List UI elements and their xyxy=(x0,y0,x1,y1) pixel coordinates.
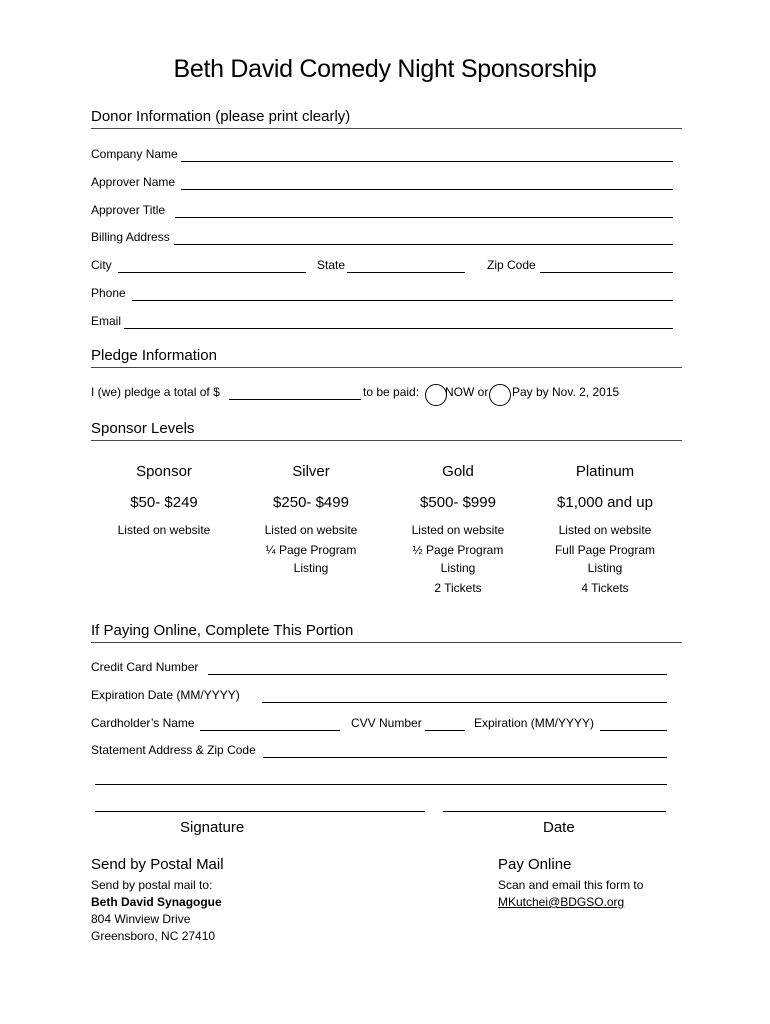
level-name: Gold xyxy=(442,463,474,480)
to-be-paid-label: to be paid: xyxy=(363,385,420,399)
signature-field[interactable] xyxy=(95,811,425,812)
company-name-field[interactable] xyxy=(181,161,673,162)
expiration-short-label: Expiration (MM/YYYY) xyxy=(474,716,595,730)
level-sponsor xyxy=(89,463,239,539)
sponsor-levels-divider xyxy=(91,440,682,441)
zip-code-label: Zip Code xyxy=(487,258,536,272)
pay-now-label: NOW or xyxy=(445,385,489,399)
cvv-label: CVV Number xyxy=(351,716,422,730)
level-benefit: 2 Tickets xyxy=(434,581,482,595)
signature-label: Signature xyxy=(180,819,245,836)
level-benefit: Listing xyxy=(587,561,623,575)
postal-city: Greensboro, NC 27410 xyxy=(91,929,216,943)
card-number-field[interactable] xyxy=(208,674,667,675)
level-gold xyxy=(383,463,533,597)
online-section-heading: If Paying Online, Complete This Portion xyxy=(91,622,354,639)
level-benefit: ½ Page Program xyxy=(412,543,504,557)
pay-online-block xyxy=(498,877,643,911)
online-divider xyxy=(91,642,682,643)
cvv-field[interactable] xyxy=(425,730,465,731)
donor-section-heading: Donor Information (please print clearly) xyxy=(91,108,351,125)
billing-address-label: Billing Address xyxy=(91,230,170,244)
level-benefit: Full Page Program xyxy=(554,543,656,557)
level-benefit: Listing xyxy=(293,561,329,575)
postal-mail-block xyxy=(91,877,222,945)
pay-online-heading: Pay Online xyxy=(498,856,572,873)
date-label: Date xyxy=(543,819,575,836)
city-label: City xyxy=(91,258,112,272)
card-number-label: Credit Card Number xyxy=(91,660,199,674)
pay-later-radio[interactable] xyxy=(489,384,511,406)
expiration-short-field[interactable] xyxy=(600,730,667,731)
approver-title-field[interactable] xyxy=(175,217,673,218)
cardholder-name-label: Cardholder’s Name xyxy=(91,716,195,730)
level-benefit: Listed on website xyxy=(411,523,505,537)
level-benefit: ¼ Page Program xyxy=(265,543,357,557)
email-field[interactable] xyxy=(124,328,673,329)
sponsor-levels-heading: Sponsor Levels xyxy=(91,420,195,437)
state-field[interactable] xyxy=(347,272,465,273)
billing-address-field[interactable] xyxy=(174,244,673,245)
postal-mail-instructions: Send by postal mail to: xyxy=(91,878,213,892)
expiration-date-field[interactable] xyxy=(262,702,667,703)
level-benefit: 4 Tickets xyxy=(581,581,629,595)
pledge-prefix-label: I (we) pledge a total of $ xyxy=(91,385,220,399)
statement-address-field[interactable] xyxy=(263,757,667,758)
pledge-divider xyxy=(91,367,682,368)
level-platinum xyxy=(530,463,680,597)
postal-street: 804 Winview Drive xyxy=(91,912,191,926)
pledge-amount-field[interactable] xyxy=(229,399,361,400)
level-price: $500- $999 xyxy=(420,494,496,511)
pledge-section-heading: Pledge Information xyxy=(91,347,217,364)
approver-name-label: Approver Name xyxy=(91,175,176,189)
cardholder-name-field[interactable] xyxy=(200,730,340,731)
level-price: $250- $499 xyxy=(273,494,349,511)
pay-online-instructions: Scan and email this form to xyxy=(498,878,644,892)
phone-field[interactable] xyxy=(132,300,673,301)
zip-code-field[interactable] xyxy=(540,272,673,273)
city-field[interactable] xyxy=(118,272,306,273)
level-benefit: Listing xyxy=(440,561,476,575)
state-label: State xyxy=(317,258,346,272)
date-field[interactable] xyxy=(443,811,666,812)
level-silver xyxy=(236,463,386,577)
donor-divider xyxy=(91,128,682,129)
pay-later-label: Pay by Nov. 2, 2015 xyxy=(512,385,620,399)
phone-label: Phone xyxy=(91,286,126,300)
level-price: $50- $249 xyxy=(130,494,198,511)
level-benefit: Listed on website xyxy=(264,523,358,537)
page-title: Beth David Comedy Night Sponsorship xyxy=(173,55,597,83)
level-name: Platinum xyxy=(575,463,635,480)
approver-name-field[interactable] xyxy=(181,189,673,190)
approver-title-label: Approver Title xyxy=(91,203,166,217)
postal-mail-heading: Send by Postal Mail xyxy=(91,856,224,873)
level-name: Silver xyxy=(292,463,330,480)
level-benefit: Listed on website xyxy=(558,523,652,537)
email-label: Email xyxy=(91,314,122,328)
statement-address-field-line2[interactable] xyxy=(95,784,667,785)
statement-address-label: Statement Address & Zip Code xyxy=(91,743,256,757)
company-name-label: Company Name xyxy=(91,147,178,161)
level-name: Sponsor xyxy=(136,463,192,480)
level-benefit: Listed on website xyxy=(117,523,211,537)
expiration-date-label: Expiration Date (MM/YYYY) xyxy=(91,688,240,702)
level-price: $1,000 and up xyxy=(557,494,653,511)
pay-online-email-link[interactable]: MKutchei@BDGSO.org xyxy=(498,895,625,909)
postal-org-name: Beth David Synagogue xyxy=(91,895,222,909)
pay-now-radio[interactable] xyxy=(425,384,447,406)
